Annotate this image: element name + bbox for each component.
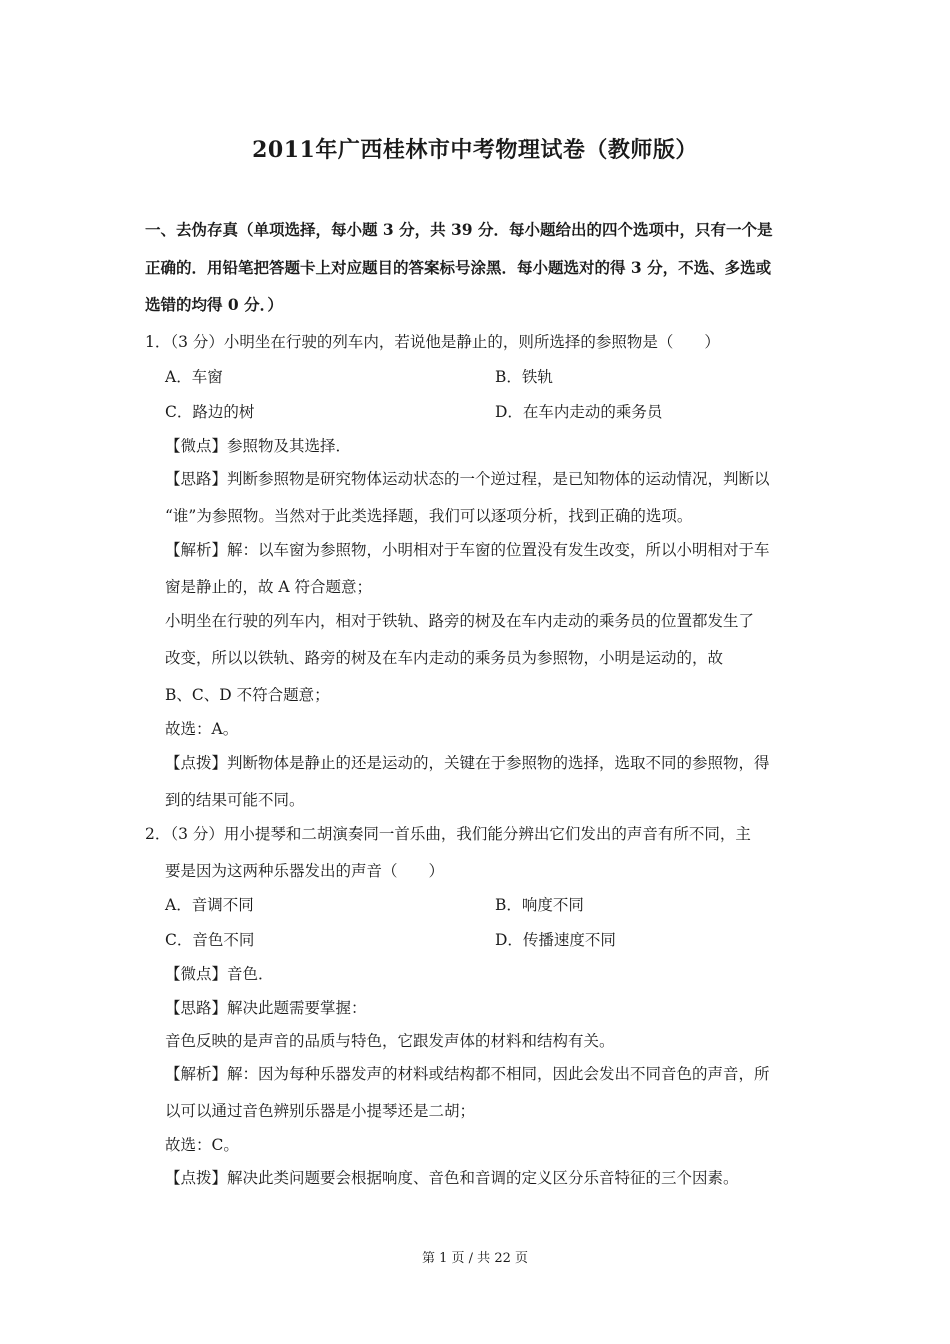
- page-footer: 第 1 页 / 共 22 页: [422, 1251, 528, 1266]
- option-b: B．铁轨: [495, 368, 553, 386]
- option-a: A．车窗: [165, 368, 223, 386]
- question-stem: 1．（3 分）小明坐在行驶的列车内，若说他是静止的，则所选择的参照物是（ ）: [145, 333, 720, 351]
- jiexi-line: B、C、D 不符合题意；: [165, 686, 330, 704]
- silu-line: 【思路】解决此题需要掌握：: [165, 999, 367, 1017]
- option-c: C．音色不同: [165, 931, 255, 949]
- option-b: B．响度不同: [495, 896, 584, 914]
- silu-line: “谁”为参照物。当然对于此类选择题，我们可以逐项分析，找到正确的选项。: [165, 507, 693, 525]
- silu-line: 音色反映的是声音的品质与特色，它跟发声体的材料和结构有关。: [165, 1032, 615, 1050]
- option-d: D．传播速度不同: [495, 931, 616, 949]
- jiexi-line: 故选：A。: [165, 720, 239, 738]
- section-line: 一、去伪存真（单项选择，每小题 3 分，共 39 分．每小题给出的四个选项中，只有一个是: [145, 220, 773, 239]
- section-line: 正确的．用铅笔把答题卡上对应题目的答案标号涂黑．每小题选对的得 3 分，不选、多选或: [145, 257, 772, 277]
- dianbo-line: 【点拨】判断物体是静止的还是运动的，关键在于参照物的选择，选取不同的参照物，得: [165, 754, 770, 772]
- jiexi-line: 窗是静止的，故 A 符合题意；: [165, 578, 373, 596]
- question-stem: 要是因为这两种乐器发出的声音（ ）: [165, 862, 445, 880]
- jiexi-line: 故选：C。: [165, 1136, 239, 1154]
- option-c: C．路边的树: [165, 403, 255, 421]
- section-heading: [145, 211, 810, 324]
- page-title: 2011年广西桂林市中考物理试卷（教师版）: [252, 137, 698, 163]
- silu-line: 【思路】判断参照物是研究物体运动状态的一个逆过程，是已知物体的运动情况，判断以: [165, 470, 770, 488]
- weidian: 【微点】音色．: [165, 965, 274, 983]
- dianbo-line: 【点拨】解决此类问题要会根据响度、音色和音调的定义区分乐音特征的三个因素。: [165, 1169, 739, 1187]
- jiexi-line: 改变，所以以铁轨、路旁的树及在车内走动的乘务员为参照物，小明是运动的，故: [165, 649, 724, 667]
- jiexi-line: 以可以通过音色辨别乐器是小提琴还是二胡；: [165, 1102, 476, 1120]
- question-stem: 2．（3 分）用小提琴和二胡演奏同一首乐曲，我们能分辨出它们发出的声音有所不同，主: [145, 825, 751, 843]
- option-d: D．在车内走动的乘务员: [495, 403, 663, 421]
- jiexi-line: 小明坐在行驶的列车内，相对于铁轨、路旁的树及在车内走动的乘务员的位置都发生了: [165, 612, 755, 630]
- option-a: A．音调不同: [165, 896, 254, 914]
- jiexi-line: 【解析】解：以车窗为参照物，小明相对于车窗的位置没有发生改变，所以小明相对于车: [165, 541, 770, 559]
- weidian: 【微点】参照物及其选择．: [165, 437, 352, 455]
- dianbo-line: 到的结果可能不同。: [165, 791, 305, 809]
- jiexi-line: 【解析】解：因为每种乐器发声的材料或结构都不相同，因此会发出不同音色的声音，所: [165, 1065, 770, 1083]
- section-line: 选错的均得 0 分．）: [145, 295, 283, 314]
